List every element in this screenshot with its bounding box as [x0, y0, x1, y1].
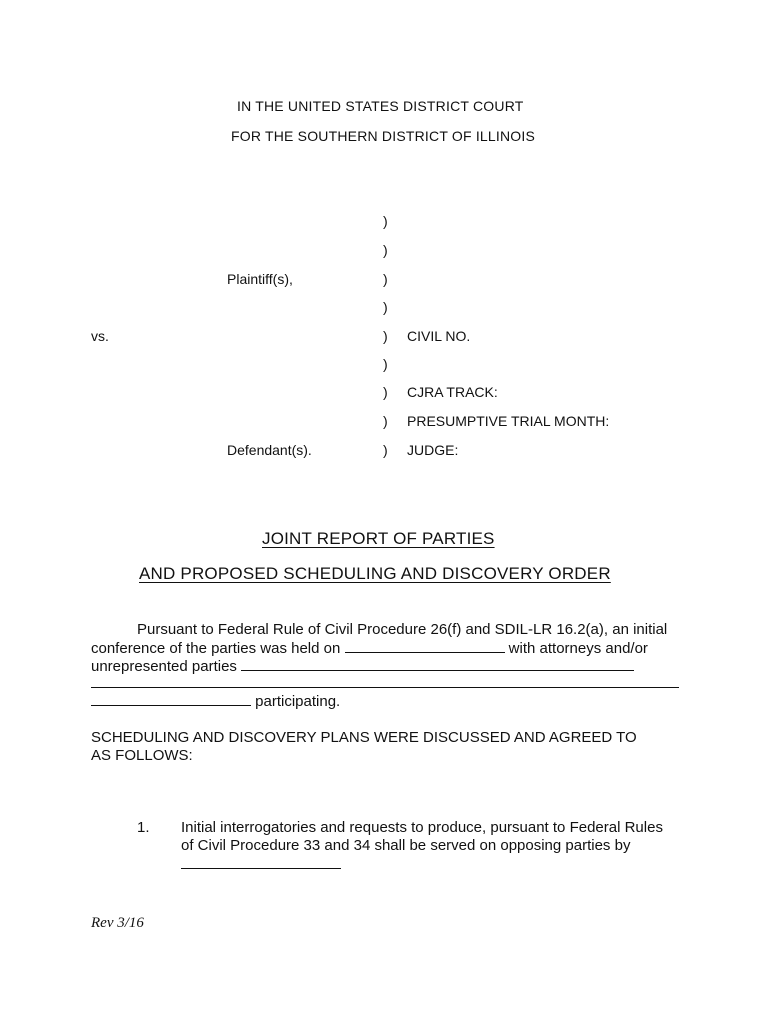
document-title: JOINT REPORT OF PARTIES	[262, 529, 495, 548]
intro-text: unrepresented parties	[91, 658, 237, 675]
participants-blank[interactable]	[91, 693, 251, 706]
item-number: 1.	[137, 819, 150, 836]
scheduling-heading: AS FOLLOWS:	[91, 747, 193, 764]
caption-paren: )	[383, 442, 388, 458]
caption-paren: )	[383, 242, 388, 258]
caption-paren: )	[383, 384, 388, 400]
intro-text: conference of the parties was held on	[91, 640, 341, 657]
intro-text: with attorneys and/or	[508, 640, 648, 657]
cjra-track-label: CJRA TRACK:	[407, 384, 498, 400]
parties-blank[interactable]	[241, 658, 634, 671]
intro-line	[91, 639, 648, 658]
parties-blank-continued[interactable]	[91, 675, 679, 688]
intro-line	[91, 657, 634, 676]
caption-paren: )	[383, 328, 388, 344]
intro-line	[91, 692, 340, 711]
caption-paren: )	[383, 213, 388, 229]
scheduling-heading: SCHEDULING AND DISCOVERY PLANS WERE DISCUSSED AND AGREED TO	[91, 729, 637, 746]
caption-paren: )	[383, 356, 388, 372]
trial-month-label: PRESUMPTIVE TRIAL MONTH:	[407, 413, 610, 429]
court-district: FOR THE SOUTHERN DISTRICT OF ILLINOIS	[231, 128, 536, 144]
civil-no-label: CIVIL NO.	[407, 328, 471, 344]
vs-label: vs.	[91, 328, 109, 344]
intro-line: Pursuant to Federal Rule of Civil Procedure 26(f) and SDIL-LR 16.2(a), an initial	[137, 621, 668, 638]
caption-paren: )	[383, 271, 388, 287]
item-text: of Civil Procedure 33 and 34 shall be served on opposing parties by	[181, 837, 631, 854]
revision-label: Rev 3/16	[91, 915, 144, 931]
caption-paren: )	[383, 413, 388, 429]
defendant-label: Defendant(s).	[227, 442, 312, 458]
judge-label: JUDGE:	[407, 442, 459, 458]
item-date-blank[interactable]	[181, 856, 341, 869]
court-name: IN THE UNITED STATES DISTRICT COURT	[237, 98, 524, 114]
caption-paren: )	[383, 299, 388, 315]
item-text: Initial interrogatories and requests to produce, pursuant to Federal Rules	[181, 819, 663, 836]
conference-date-blank[interactable]	[345, 640, 505, 653]
document-subtitle: AND PROPOSED SCHEDULING AND DISCOVERY ORDER	[139, 564, 611, 583]
plaintiff-label: Plaintiff(s),	[227, 271, 293, 287]
intro-text: participating.	[255, 693, 341, 710]
